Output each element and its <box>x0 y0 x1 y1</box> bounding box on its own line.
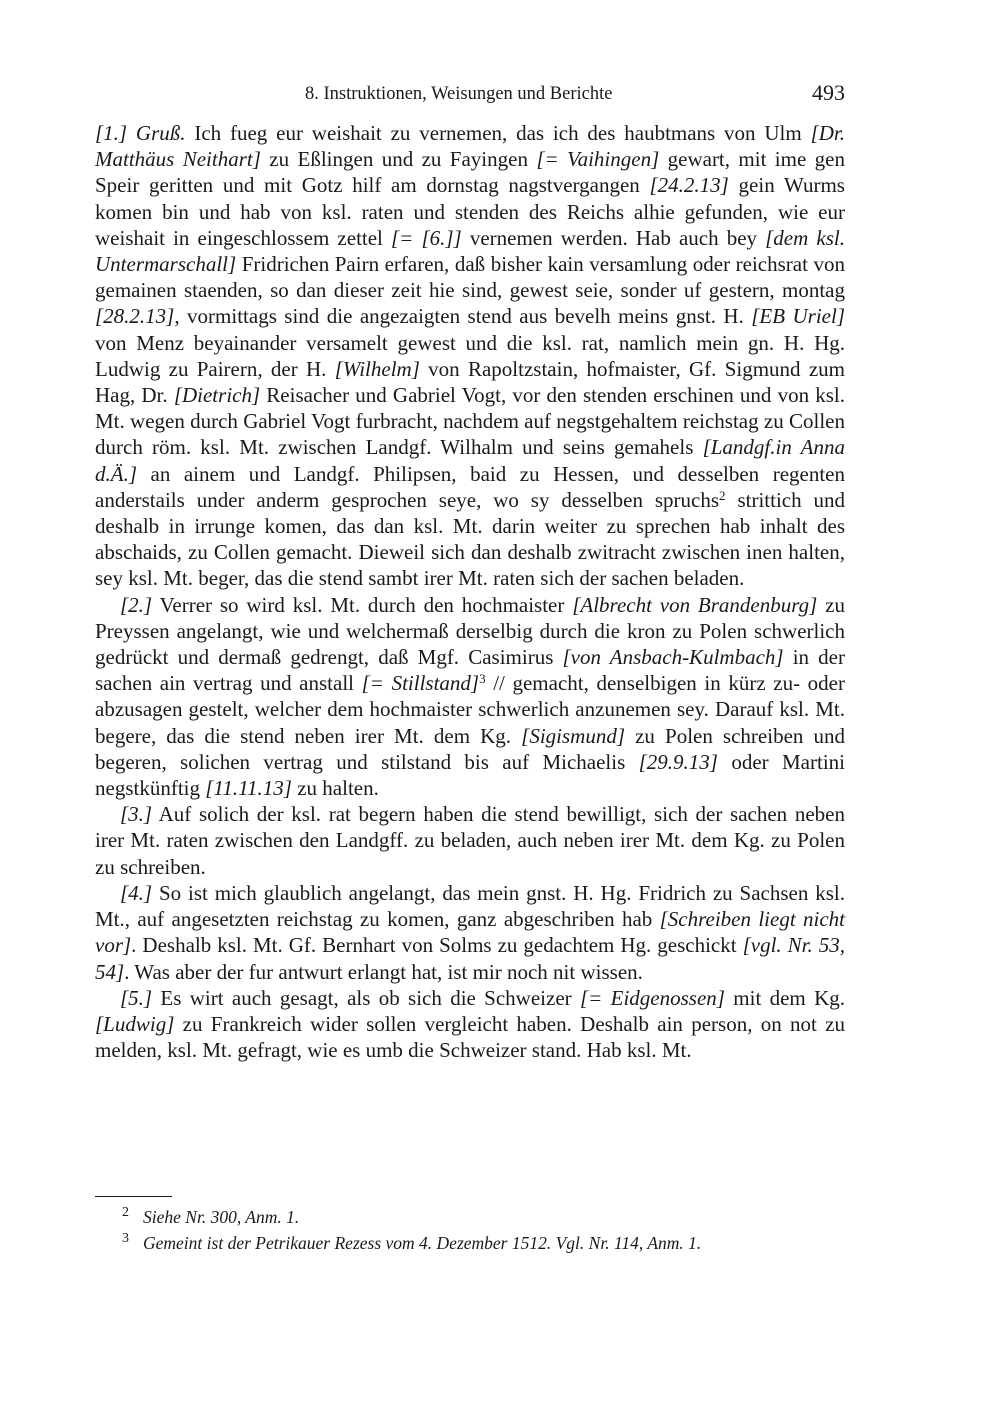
editorial-annotation: [Ludwig] <box>95 1011 175 1036</box>
text-run: Ich fueg eur weishait zu vernemen, das ich des haubtmans von Ulm <box>185 121 811 145</box>
editorial-annotation: [= [6.]] <box>391 225 462 250</box>
editorial-annotation: [2.] <box>120 592 153 617</box>
text-run: , vormittags sind die angezaigten stend aus bevelh meins gnst. H. <box>174 304 752 329</box>
editorial-annotation: [Sigismund] <box>521 723 625 748</box>
paragraph <box>95 985 845 1064</box>
text-run: strittich und deshalb in irrunge komen, das dan ksl. Mt. darin weiter zu sprechen hab inhalt des abschaids, zu Collen gemacht. Dieweil sich dan deshalb zwitracht zwischen inen halten, sey ksl. Mt. beger, das die stend sambt irer Mt. raten sich der sachen beladen. <box>95 487 845 591</box>
text-run: Auf solich der ksl. rat begern haben die stend bewilligt, sich der sachen neben irer Mt. raten zwischen den Landgff. zu beladen, auch neben irer Mt. dem Kg. zu Polen zu schreiben. <box>95 802 845 879</box>
text-run: von Rapoltzstain, hofmaister, Gf. Sigmund zum Hag, Dr. <box>95 356 845 408</box>
text-run: . Was aber der fur antwurt erlangt hat, ist mir noch nit wissen. <box>124 959 643 984</box>
text-run: an ainem und Landgf. Philipsen, baid zu Hessen, und desselben regenten anderstails under anderm gesprochen seye, wo sy desselben spruchs <box>95 461 845 512</box>
text-run: So ist mich glaublich angelangt, das mein gnst. H. Hg. Fridrich zu Sachsen ksl. Mt., auf angesetzten reichstag zu komen, ganz abgeschriben hab <box>95 880 845 932</box>
text-run: zu Preyssen angelangt, wie und welchermaß derselbig durch die kron zu Polen schwerlich gedrückt und dermaß gedrengt, daß Mgf. Casimirus <box>95 592 845 670</box>
text-run: Es wirt auch gesagt, als ob sich die Schweizer <box>152 985 580 1010</box>
text-run: Verrer so wird ksl. Mt. durch den hochmaister <box>152 592 573 617</box>
editorial-annotation: [Dietrich] <box>173 383 261 408</box>
text-run: // gemacht, denselbigen in kürz zu- oder abzusagen gestelt, welcher dem hochmaister schwerlich anzunemen sey. Darauf ksl. Mt. begere, das die stend neben irer Mt. dem Kg. <box>95 671 845 748</box>
editorial-annotation: [EB Uriel] <box>751 304 846 329</box>
paragraph <box>95 880 845 985</box>
editorial-annotation: [Schreiben liegt nicht vor] <box>95 907 845 958</box>
text-run: vernemen werden. Hab auch bey <box>461 225 766 250</box>
text-run: gein Wurms komen bin und hab von ksl. raten und stenden des Reichs alhie gefunden, wie eur weishait in eingeschlossem zettel <box>95 173 845 250</box>
editorial-annotation: [Albrecht von Brandenburg] <box>572 592 818 617</box>
text-run: zu halten. <box>291 776 379 801</box>
editorial-annotation: [von Ansbach-Kulmbach] <box>562 645 784 670</box>
editorial-annotation: [1.] Gruß. <box>95 121 186 145</box>
editorial-annotation: [24.2.13] <box>649 173 729 198</box>
text-run: oder Martini negstkünftig <box>95 749 845 801</box>
editorial-annotation: [Wilhelm] <box>334 356 420 381</box>
editorial-annotation: [3.] <box>120 802 153 827</box>
text-run: . Deshalb ksl. Mt. Gf. Bernhart von Solms zu gedachtem Hg. geschickt <box>131 933 743 958</box>
text-run: zu Eßlingen und zu Fayingen <box>260 147 537 172</box>
text-run: zu Frankreich wider sollen vergleicht haben. Deshalb ain person, on not zu melden, ksl. Mt. gefragt, wie es umb die Schweizer stand. Hab ksl. Mt. <box>95 1011 845 1063</box>
footnote-number: 2 <box>122 1205 129 1220</box>
footnotes <box>95 1204 845 1256</box>
text-run: zu Polen schreiben und begeren, solichen vertrag und stilstand bis auf Michaelis <box>95 723 845 774</box>
editorial-annotation: [= Eidgenossen] <box>579 985 725 1010</box>
editorial-annotation: [vgl. Nr. 53, 54] <box>95 933 845 984</box>
editorial-annotation: [5.] <box>120 985 153 1010</box>
footnote-marker: 2 <box>719 487 726 503</box>
body-text <box>95 120 845 1063</box>
text-run: in der sachen ain vertrag und anstall <box>95 645 845 696</box>
page-number: 493 <box>812 80 845 105</box>
running-title: 8. Instruktionen, Weisungen und Berichte <box>305 84 613 104</box>
footnote <box>95 1204 845 1230</box>
page-header <box>95 80 845 110</box>
footnote <box>95 1230 845 1256</box>
editorial-annotation: [= Vaihingen] <box>536 147 660 172</box>
text-run: Reisacher und Gabriel Vogt, vor den stenden erschinen und von ksl. Mt. wegen durch Gabriel Vogt furbracht, nachdem auf negstgehaltem reichstag zu Collen durch röm. ksl. Mt. zwischen Landgf. Wilhalm und seins gemahels <box>95 383 845 460</box>
editorial-annotation: [Landgf.in Anna d.Ä.] <box>95 435 846 486</box>
paragraph <box>95 801 845 880</box>
text-run: gewart, mit ime gen Speir geritten und mit Gotz hilf am dornstag nagstvergangen <box>95 147 845 198</box>
editorial-annotation: [28.2.13] <box>95 304 175 329</box>
paragraph <box>95 592 845 802</box>
editorial-annotation: [Dr. Matthäus Neithart] <box>95 121 845 172</box>
text-run: von Menz beyainander versamelt gewest und die ksl. rat, namlich mein gn. H. Hg. Ludwig zu Pairern, der H. <box>95 330 845 381</box>
footnote-rule <box>95 1196 172 1197</box>
editorial-annotation: [= Stillstand] <box>361 671 480 696</box>
text-run: Fridrichen Pairn erfaren, daß bisher kain versamlung oder reichsrat von gemainen staenden, so dan dieser zeit hie sind, gewest seie, sonder uf gestern, montag <box>95 252 845 303</box>
editorial-annotation: [29.9.13] <box>638 749 718 774</box>
editorial-annotation: [dem ksl. Untermarschall] <box>95 225 845 277</box>
text-run: mit dem Kg. <box>724 985 846 1010</box>
footnote-number: 3 <box>122 1231 129 1246</box>
footnote-marker: 3 <box>479 671 486 687</box>
footnote-text: Gemeint ist der Petrikauer Rezess vom 4. Dezember 1512. Vgl. Nr. 114, Anm. 1. <box>143 1233 702 1253</box>
editorial-annotation: [4.] <box>120 880 153 905</box>
paragraph <box>95 120 845 592</box>
footnote-text: Siehe Nr. 300, Anm. 1. <box>143 1207 300 1227</box>
editorial-annotation: [11.11.13] <box>205 776 292 801</box>
